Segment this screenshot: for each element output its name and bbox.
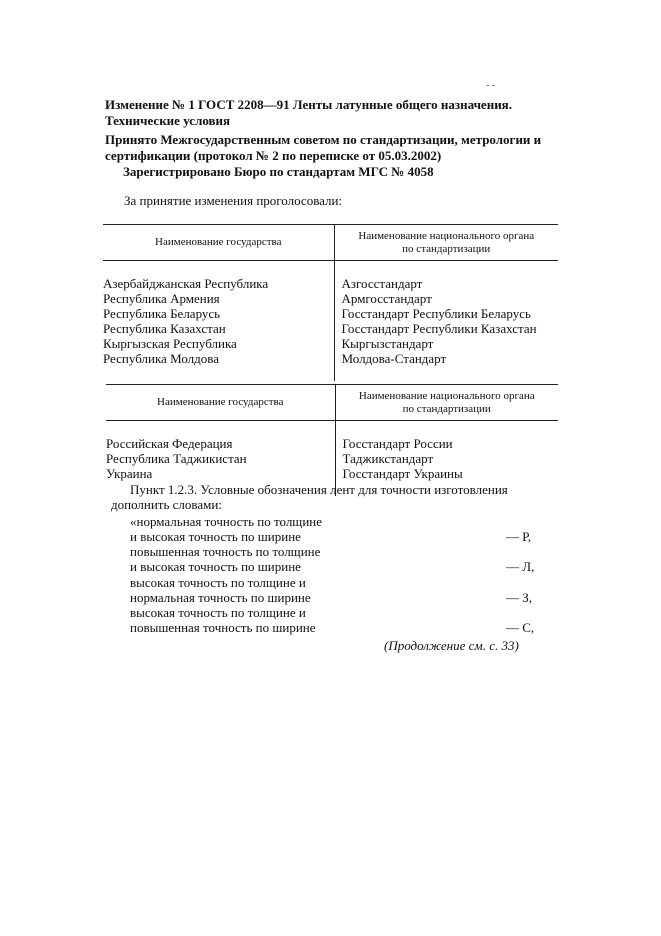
standards-body: Армгосстандарт (341, 291, 432, 306)
standards-body: Таджикстандарт (342, 451, 434, 466)
list-item: и высокая точность по ширине (130, 529, 301, 544)
registration-note: Зарегистрировано Бюро по стандартам МГС № 4058 (123, 164, 434, 179)
table-row (103, 351, 558, 366)
state-name: Республика Беларусь (103, 306, 334, 321)
state-name: Республика Армения (103, 291, 334, 306)
designation-code: — Р, (506, 529, 532, 544)
table-row (106, 436, 558, 451)
designation-code: — З, (506, 590, 533, 605)
clause-line-2: дополнить словами: (111, 497, 222, 512)
voting-table-2 (106, 384, 558, 496)
list-item: «нормальная точность по толщине (130, 514, 323, 529)
designation-code: — С, (506, 620, 535, 635)
table-row (103, 336, 558, 351)
continuation-note: (Продолжение см. с. 33) (384, 638, 519, 653)
page-mark: - - (486, 80, 496, 91)
change-title: Изменение № 1 ГОСТ 2208—91 Ленты латунные общего назначения. Технические условия (105, 97, 512, 128)
table-row (103, 276, 558, 291)
state-name: Республика Молдова (103, 351, 334, 366)
table2-col-body-header: Наименование национального органа по стандартизации (335, 385, 558, 421)
standards-body: Госстандарт России (342, 436, 453, 451)
table1-col-body-header: Наименование национального органа по стандартизации (334, 225, 558, 261)
standards-body: Госстандарт Украины (342, 466, 463, 481)
standards-body: Молдова-Стандарт (341, 351, 447, 366)
table1-col-state-header: Наименование государства (103, 225, 334, 261)
table-row (103, 321, 558, 336)
table-row (106, 466, 558, 481)
clause-line-1: Пункт 1.2.3. Условные обозначения лент для точности изготовления (130, 482, 508, 497)
state-name: Российская Федерация (106, 436, 335, 451)
list-item: высокая точность по толщине и (130, 605, 306, 620)
standards-body: Кыргызстандарт (341, 336, 434, 351)
list-item: повышенная точность по толщине (130, 544, 321, 559)
state-name: Республика Казахстан (103, 321, 334, 336)
list-item: повышенная точность по ширине (130, 620, 316, 635)
table-row (103, 306, 558, 321)
table-row (103, 291, 558, 306)
state-name: Украина (106, 466, 335, 481)
list-item: нормальная точность по ширине (130, 590, 311, 605)
state-name: Азербайджанская Республика (103, 276, 334, 291)
state-name: Республика Таджикистан (106, 451, 335, 466)
table-row (106, 451, 558, 466)
accepted-by: Принято Межгосударственным советом по стандартизации, метрологии и сертификации (протокол № 2 по переписке от 05.03.2002) (105, 132, 542, 163)
voting-intro: За принятие изменения проголосовали: (124, 193, 343, 208)
standards-body: Госстандарт Республики Беларусь (341, 306, 531, 321)
state-name: Кыргызская Республика (103, 336, 334, 351)
list-item: и высокая точность по ширине (130, 559, 301, 574)
voting-table-1 (103, 224, 558, 381)
designation-code: — Л, (506, 559, 535, 574)
standards-body: Азгосстандарт (341, 276, 423, 291)
standards-body: Госстандарт Республики Казахстан (341, 321, 537, 336)
table2-col-state-header: Наименование государства (106, 385, 335, 421)
list-item: высокая точность по толщине и (130, 575, 306, 590)
